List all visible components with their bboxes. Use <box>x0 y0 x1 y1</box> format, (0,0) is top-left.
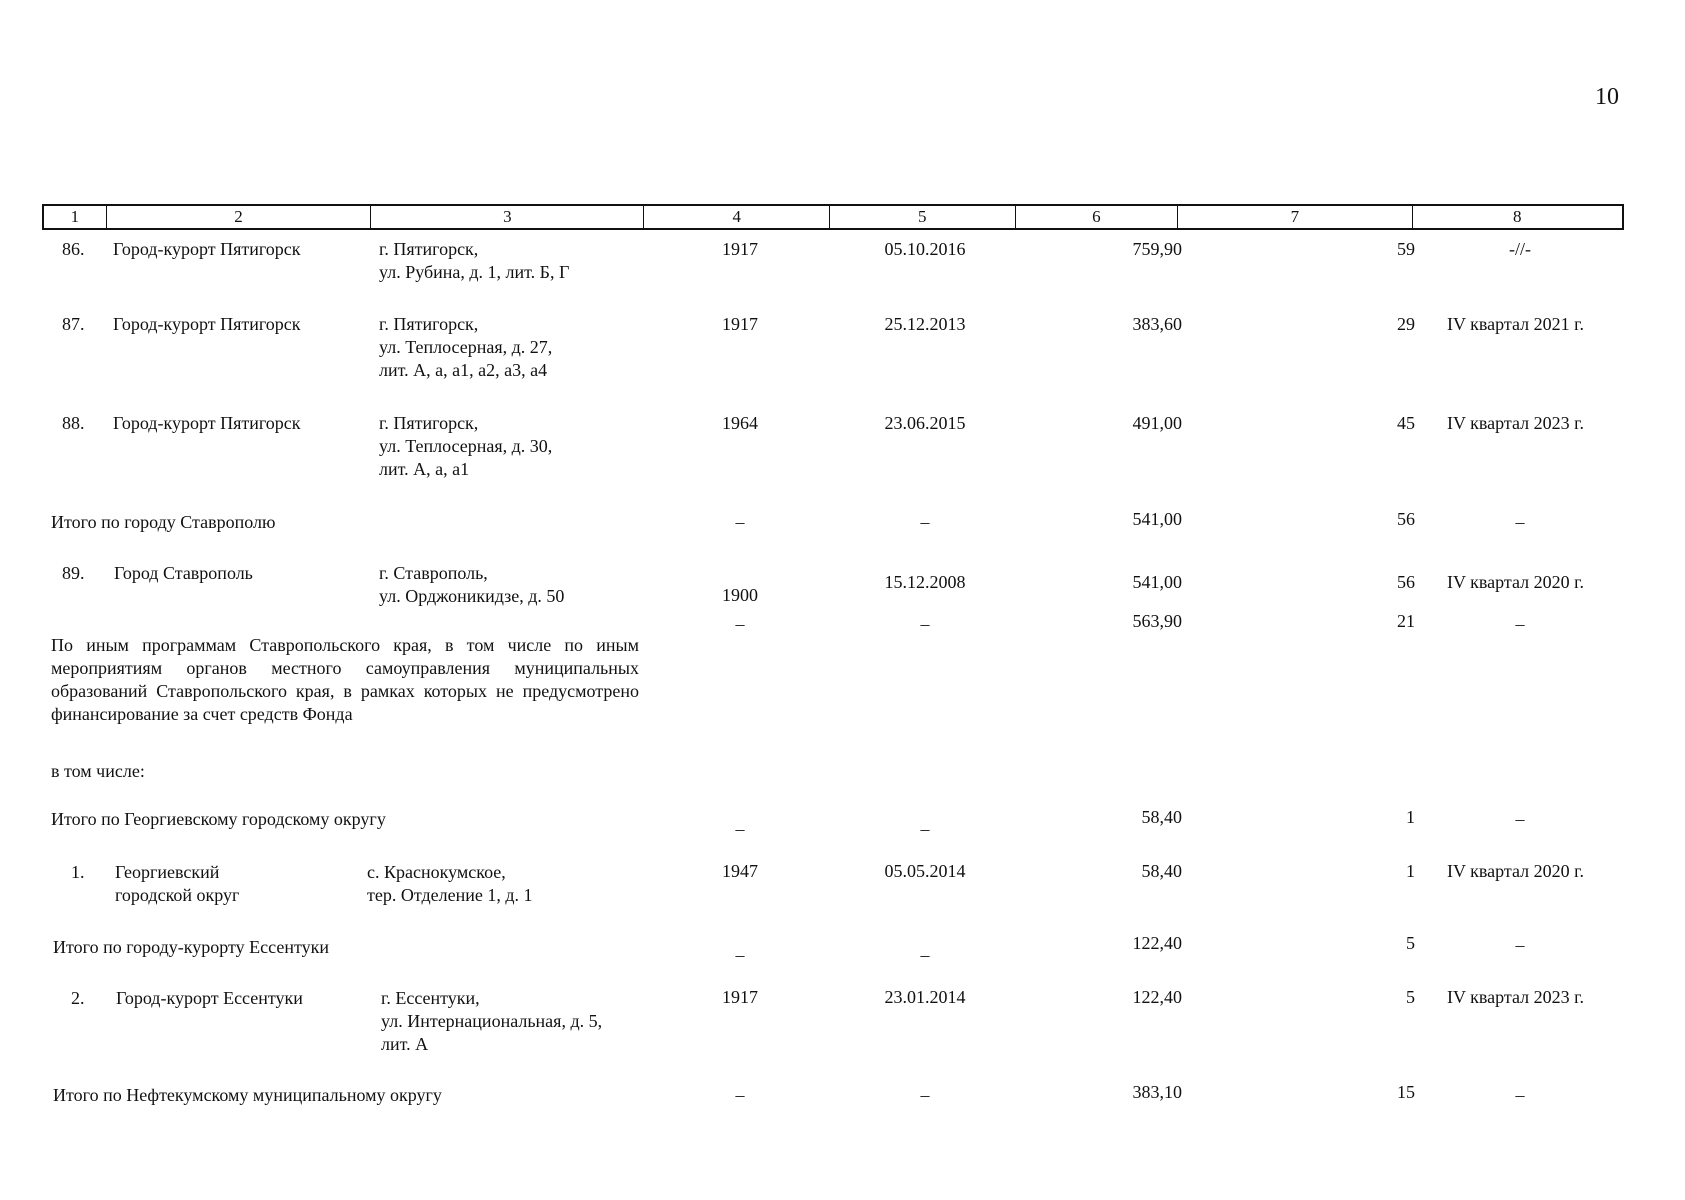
date: 05.10.2016 <box>884 239 966 259</box>
date: – <box>920 945 930 965</box>
year: 1917 <box>722 239 758 259</box>
year: 1947 <box>722 861 758 881</box>
term: IV квартал 2023 г. <box>1447 413 1584 433</box>
subtotal-label: Итого по Нефтекумскому муниципальному округу <box>53 1085 442 1105</box>
area: 58,40 <box>1141 861 1182 881</box>
table-header <box>42 204 1624 230</box>
people: 5 <box>1406 933 1415 953</box>
year: 1900 <box>722 585 758 605</box>
address-line: ул. Орджоникидзе, д. 50 <box>379 586 565 606</box>
subtotal-label: Итого по Георгиевскому городскому округу <box>51 809 386 829</box>
year: – <box>735 614 745 634</box>
date: – <box>920 1085 930 1105</box>
address-line: с. Краснокумское, <box>367 862 506 882</box>
row-number: 88. <box>62 413 85 433</box>
people: 15 <box>1397 1082 1415 1102</box>
including-label: в том числе: <box>51 761 145 781</box>
area: 383,10 <box>1132 1082 1182 1102</box>
header-col-7: 7 <box>1178 206 1412 228</box>
address-line: ул. Теплосерная, д. 30, <box>379 436 553 456</box>
date: 23.01.2014 <box>884 987 966 1007</box>
municipality: Город-курорт Пятигорск <box>113 314 301 334</box>
address-line: тер. Отделение 1, д. 1 <box>367 885 533 905</box>
date: – <box>920 819 930 839</box>
area: 122,40 <box>1132 933 1182 953</box>
term: – <box>1515 935 1525 955</box>
header-col-3: 3 <box>371 206 644 228</box>
municipality: Город-курорт Ессентуки <box>116 988 303 1008</box>
page-number: 10 <box>1595 84 1619 110</box>
row-number: 87. <box>62 314 85 334</box>
year: – <box>735 945 745 965</box>
term: IV квартал 2020 г. <box>1447 572 1584 592</box>
address-line: г. Пятигорск, <box>379 314 479 334</box>
year: – <box>735 1085 745 1105</box>
people: 56 <box>1397 509 1415 529</box>
municipality: Город-курорт Пятигорск <box>113 239 301 259</box>
subtotal-label: Итого по городу-курорту Ессентуки <box>53 937 329 957</box>
area: 58,40 <box>1141 807 1182 827</box>
term: -//- <box>1509 239 1531 259</box>
people: 1 <box>1406 861 1415 881</box>
people: 29 <box>1397 314 1415 334</box>
area: 541,00 <box>1132 572 1182 592</box>
municipality-line: городской округ <box>115 885 240 905</box>
term: IV квартал 2021 г. <box>1447 314 1584 334</box>
people: 45 <box>1397 413 1415 433</box>
date: 25.12.2013 <box>884 314 966 334</box>
row-number: 2. <box>71 988 85 1008</box>
area: 122,40 <box>1132 987 1182 1007</box>
address-line: ул. Рубина, д. 1, лит. Б, Г <box>379 262 570 282</box>
area: 759,90 <box>1132 239 1182 259</box>
address-line: г. Ессентуки, <box>381 988 480 1008</box>
municipality: Город-курорт Пятигорск <box>113 413 301 433</box>
term: – <box>1515 614 1525 634</box>
area: 383,60 <box>1132 314 1182 334</box>
address-line: г. Пятигорск, <box>379 239 479 259</box>
year: – <box>735 512 745 532</box>
year: 1964 <box>722 413 758 433</box>
row-number: 1. <box>71 862 85 882</box>
header-col-5: 5 <box>830 206 1016 228</box>
people: 59 <box>1397 239 1415 259</box>
area: 563,90 <box>1132 611 1182 631</box>
address-line: лит. А, а, а1 <box>379 459 470 479</box>
header-col-4: 4 <box>644 206 830 228</box>
date: 23.06.2015 <box>884 413 966 433</box>
row-number: 86. <box>62 239 85 259</box>
address-line: г. Пятигорск, <box>379 413 479 433</box>
header-col-6: 6 <box>1016 206 1179 228</box>
area: 491,00 <box>1132 413 1182 433</box>
municipality-line: Георгиевский <box>115 862 220 882</box>
date: 05.05.2014 <box>884 861 966 881</box>
year: 1917 <box>722 314 758 334</box>
subtotal-label: Итого по городу Ставрополю <box>51 512 276 532</box>
address-line: лит. А, а, а1, а2, а3, а4 <box>379 360 548 380</box>
address-line: ул. Теплосерная, д. 27, <box>379 337 553 357</box>
term: IV квартал 2023 г. <box>1447 987 1584 1007</box>
people: 5 <box>1406 987 1415 1007</box>
year: – <box>735 819 745 839</box>
address-line: ул. Интернациональная, д. 5, <box>381 1011 603 1031</box>
area: 541,00 <box>1132 509 1182 529</box>
date: – <box>920 614 930 634</box>
other-programs-text: По иным программам Ставропольского края, в том числе по иным мероприятиям органов местного самоуправления муниципальных образований Ставропольского края, в рамках которых не предусмотрено финансирование за счет средств Фонда <box>51 635 639 724</box>
people: 21 <box>1397 611 1415 631</box>
date: 15.12.2008 <box>884 572 966 592</box>
term: – <box>1515 1085 1525 1105</box>
header-col-1: 1 <box>44 206 107 228</box>
people: 56 <box>1397 572 1415 592</box>
address-line: лит. А <box>381 1034 429 1054</box>
municipality: Город Ставрополь <box>114 563 253 583</box>
date: – <box>920 512 930 532</box>
term: – <box>1515 512 1525 532</box>
term: IV квартал 2020 г. <box>1447 861 1584 881</box>
address-line: г. Ставрополь, <box>379 563 488 583</box>
row-number: 89. <box>62 563 85 583</box>
header-col-2: 2 <box>107 206 371 228</box>
people: 1 <box>1406 807 1415 827</box>
year: 1917 <box>722 987 758 1007</box>
header-col-8: 8 <box>1513 207 1522 226</box>
term: – <box>1515 809 1525 829</box>
